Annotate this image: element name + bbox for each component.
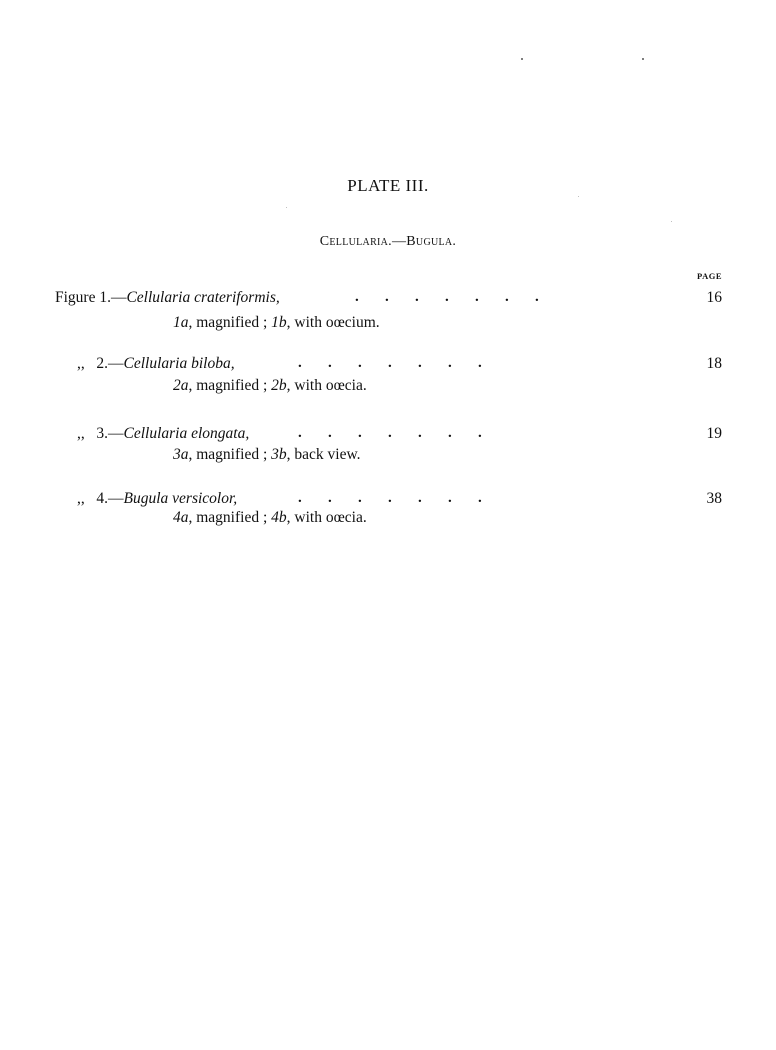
sub-figure-b-desc: , with oœcia. [286,509,367,526]
sub-figure-b: 4b [271,509,287,526]
sub-figure-b-desc: , with oœcia. [286,377,367,394]
figure-prefix: ,, 3.— [77,425,124,442]
page-number: 19 [706,425,722,442]
figure-prefix: ,, 2.— [77,355,124,372]
dot-leader: . . . . . . . [298,425,482,441]
figure-prefix: ,, 4.— [77,490,124,507]
page-number: 16 [706,289,722,306]
sub-figure-a: 1a [173,314,189,331]
dot-leader: . . . . . . . [298,490,482,506]
print-speck [286,207,287,208]
page-number: 38 [706,490,722,507]
print-speck [521,58,523,60]
species-name: Cellularia biloba, [123,355,235,372]
plate-title: PLATE III. [347,176,429,195]
figure-sub-description [173,446,361,464]
dot-leader: . . . . . . . [298,355,482,371]
sub-figure-a-desc: , magnified ; [188,377,272,394]
sub-figure-a-desc: , magnified ; [188,509,272,526]
sub-figure-a: 3a [173,446,189,463]
sub-figure-b: 3b [271,446,287,463]
species-name: Bugula versicolor, [123,490,238,507]
figure-prefix: Figure 1.— [55,289,127,306]
dot-leader: . . . . . . . [355,289,539,305]
species-name: Cellularia crateriformis, [126,289,280,306]
figure-sub-description [173,509,367,527]
section-heading: Cellularia.—Bugula. [319,234,457,249]
print-speck [671,221,672,222]
figure-entry [77,490,237,508]
sub-figure-b-desc: , with oœcium. [286,314,380,331]
figure-entry [77,425,249,443]
figure-entry [55,289,280,307]
species-name: Cellularia elongata, [123,425,250,442]
sub-figure-b-desc: , back view. [286,446,361,463]
sub-figure-a-desc: , magnified ; [188,314,272,331]
print-speck [642,58,644,60]
sub-figure-a: 2a [173,377,189,394]
sub-figure-b: 1b [271,314,287,331]
page-number: 18 [706,355,722,372]
sub-figure-a-desc: , magnified ; [188,446,272,463]
sub-figure-a: 4a [173,509,189,526]
page-column-header: PAGE [697,271,722,281]
sub-figure-b: 2b [271,377,287,394]
print-speck [578,196,579,197]
figure-sub-description [173,377,367,395]
figure-entry [77,355,235,373]
figure-sub-description [173,314,380,332]
